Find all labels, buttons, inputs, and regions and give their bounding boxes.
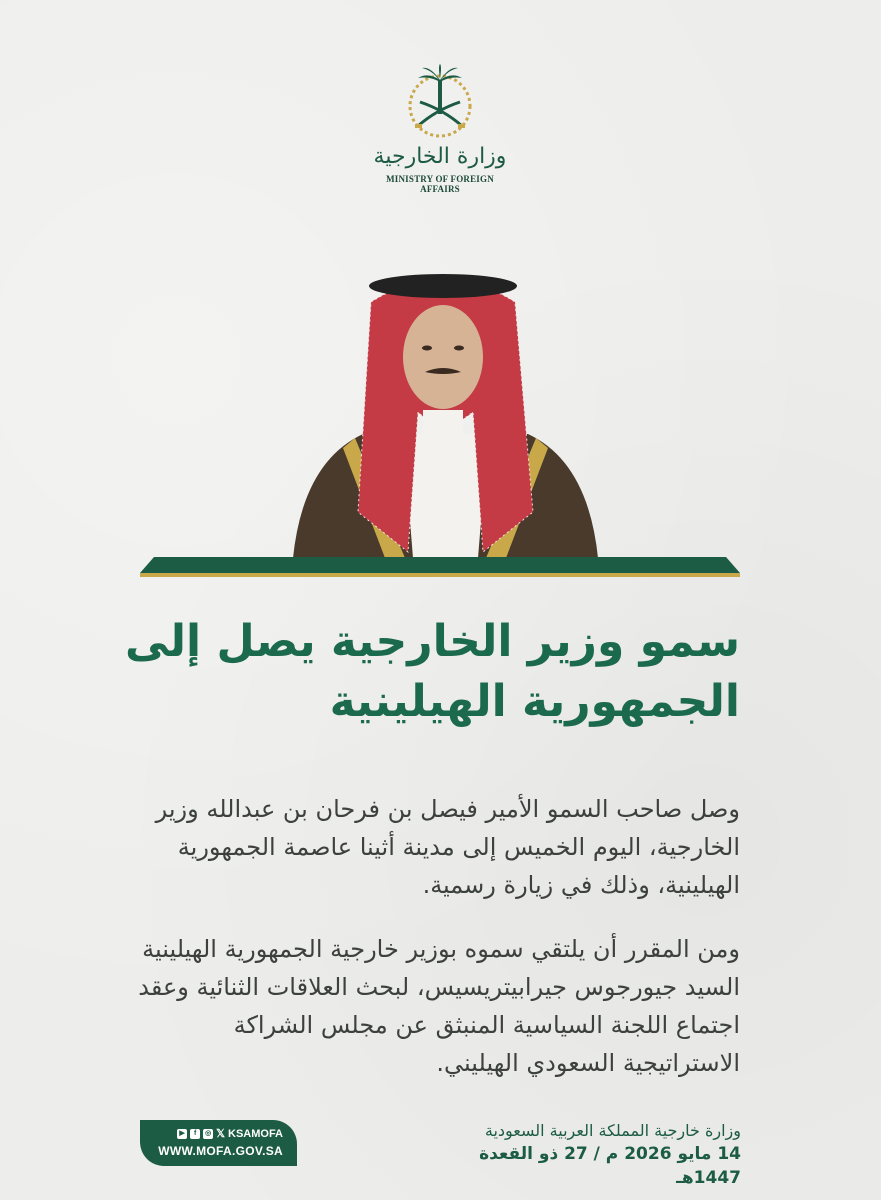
x-icon[interactable]: 𝕏 [216, 1128, 225, 1140]
minister-portrait [293, 262, 598, 558]
paragraph-1: وصل صاحب السمو الأمير فيصل بن فرحان بن عبدالله وزير الخارجية، اليوم الخميس إلى مدينة أثينا عاصمة الجمهورية الهيلينية، وذلك في زيارة رسمية. [155, 795, 740, 899]
website-link[interactable]: WWW.MOFA.GOV.SA [158, 1144, 283, 1158]
social-handle[interactable]: KSAMOFA [228, 1127, 283, 1140]
social-pill [140, 1120, 297, 1166]
headline-line-2: الجمهورية الهيلينية [329, 676, 740, 727]
palm-swords-emblem-icon [400, 62, 480, 142]
instagram-icon[interactable]: ◎ [205, 1129, 212, 1137]
paragraph-2: ومن المقرر أن يلتقي سموه بوزير خارجية الجمهورية الهيلينية السيد جيورجوس جيرابيتريسيس، لبحث العلاقات الثنائية وعقد اجتماع اللجنة السياسية المنبثق عن مجلس الشراكة الاستراتيجية السعودي الهيليني. [138, 935, 740, 1077]
ministry-logo [370, 62, 510, 192]
divider-banner [140, 557, 740, 577]
footer-info [441, 1120, 741, 1190]
youtube-icon[interactable]: ▶ [177, 1129, 187, 1139]
ministry-line: وزارة خارجية المملكة العربية السعودية [484, 1121, 741, 1140]
social-footer [140, 1120, 297, 1166]
headline [120, 612, 740, 732]
logo-arabic-name: وزارة الخارجية [373, 144, 507, 169]
logo-english-name: MINISTRY OF FOREIGN AFFAIRS [386, 174, 494, 194]
facebook-icon[interactable]: f [190, 1129, 200, 1139]
headline-line-1: سمو وزير الخارجية يصل إلى [125, 616, 740, 667]
date-line: 14 مايو 2026 م / 27 ذو القعدة 1447هـ [479, 1144, 741, 1188]
social-row [177, 1127, 283, 1140]
